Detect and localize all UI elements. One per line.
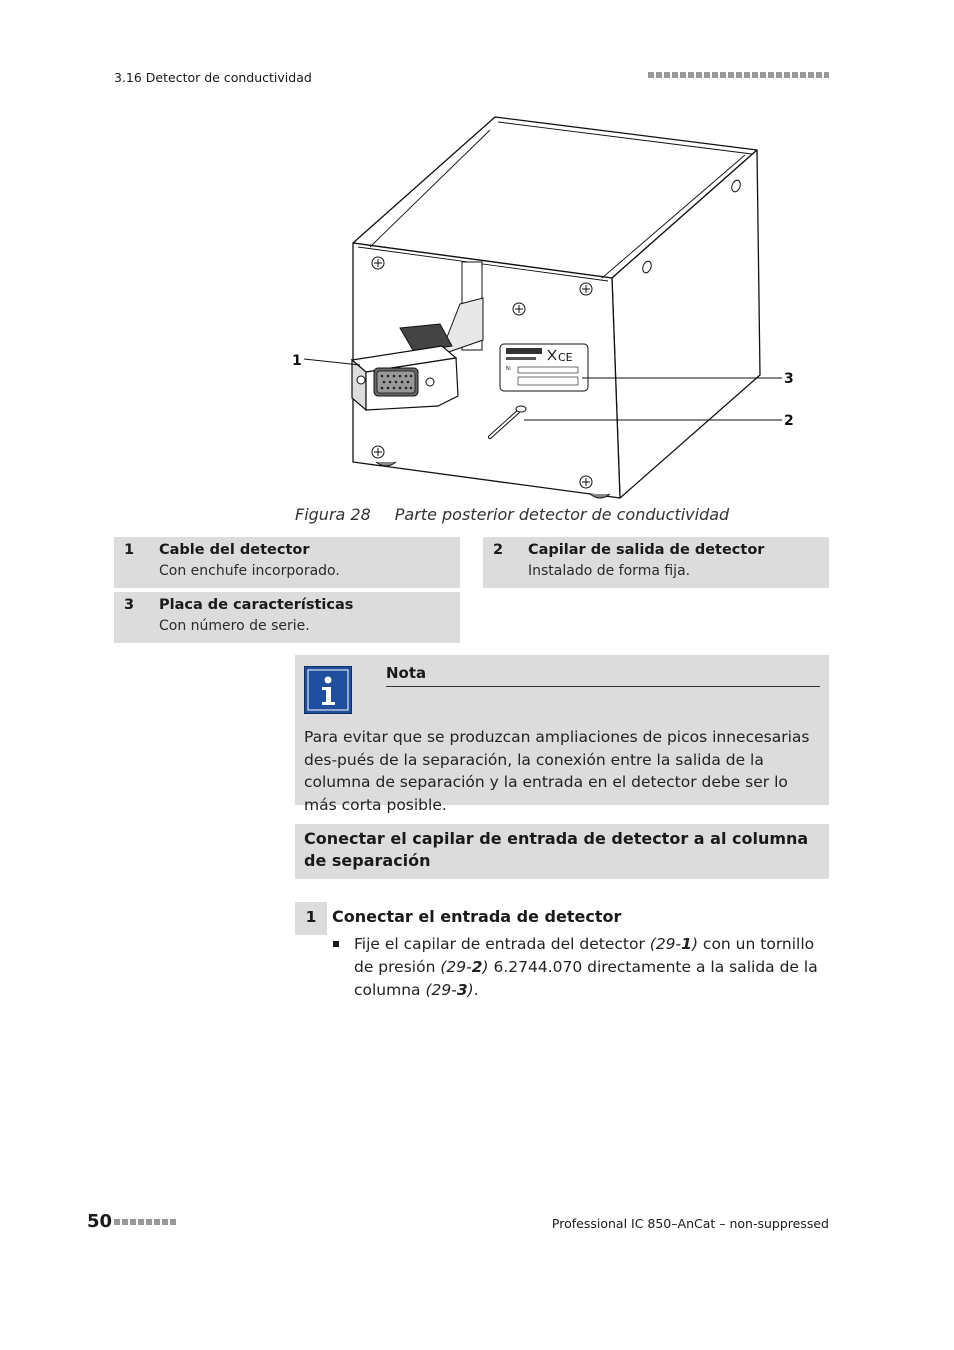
type-plate [500,344,588,391]
legend-title: Capilar de salida de detector [528,542,765,558]
legend-number: 3 [124,597,135,613]
footer-dot-rule [114,1218,182,1227]
figure-caption [295,505,729,524]
caption-label: Figura 28 [295,505,371,524]
legend-item-2 [483,537,829,588]
ce-mark: CE [558,351,573,364]
legend-item-1 [114,537,460,588]
callout-2: 2 [784,413,794,429]
info-icon [304,666,352,714]
legend-number: 2 [493,542,504,558]
page-number: 50 [87,1211,113,1232]
legend-title: Cable del detector [159,542,310,558]
legend-title: Placa de características [159,597,354,613]
legend-item-3 [114,592,460,643]
step-number: 1 [295,902,327,935]
callout-1: 1 [292,353,302,369]
caption-text: Parte posterior detector de conductividad [394,505,730,524]
bullet-marker [333,941,339,947]
legend-description: Instalado de forma fija. [528,563,691,579]
note-box [295,655,829,814]
section-title: Conectar el capilar de entrada de detector a al columna de separación [304,829,809,870]
note-divider [386,686,820,687]
note-text: Para evitar que se produzcan ampliaciones de picos innecesarias des-pués de la separación, la conexión entre la salida de la columna de separación y la entrada en el detector debe ser lo más corta posible. [304,728,810,814]
legend-number: 1 [124,542,135,558]
step-title: Conectar el entrada de detector [332,907,622,926]
section-heading-bar [295,824,829,879]
callout-3: 3 [784,371,794,387]
running-header: 3.16 Detector de conductividad [114,70,312,85]
legend-description: Con enchufe incorporado. [159,563,340,579]
step-instruction: Fije el capilar de entrada del detector (29-1) con un tornillo de presión (29-2) 6.2744.070 directamente a la salida de la columna (29-3). [354,935,818,999]
legend-description: Con número de serie. [159,618,310,634]
svg-text:N:: N: [506,366,512,372]
detector-rear-illustration [290,110,810,505]
product-name: Professional IC 850–AnCat – non-suppressed [551,1216,829,1231]
header-dot-rule [648,71,829,80]
note-title: Nota [386,664,427,682]
